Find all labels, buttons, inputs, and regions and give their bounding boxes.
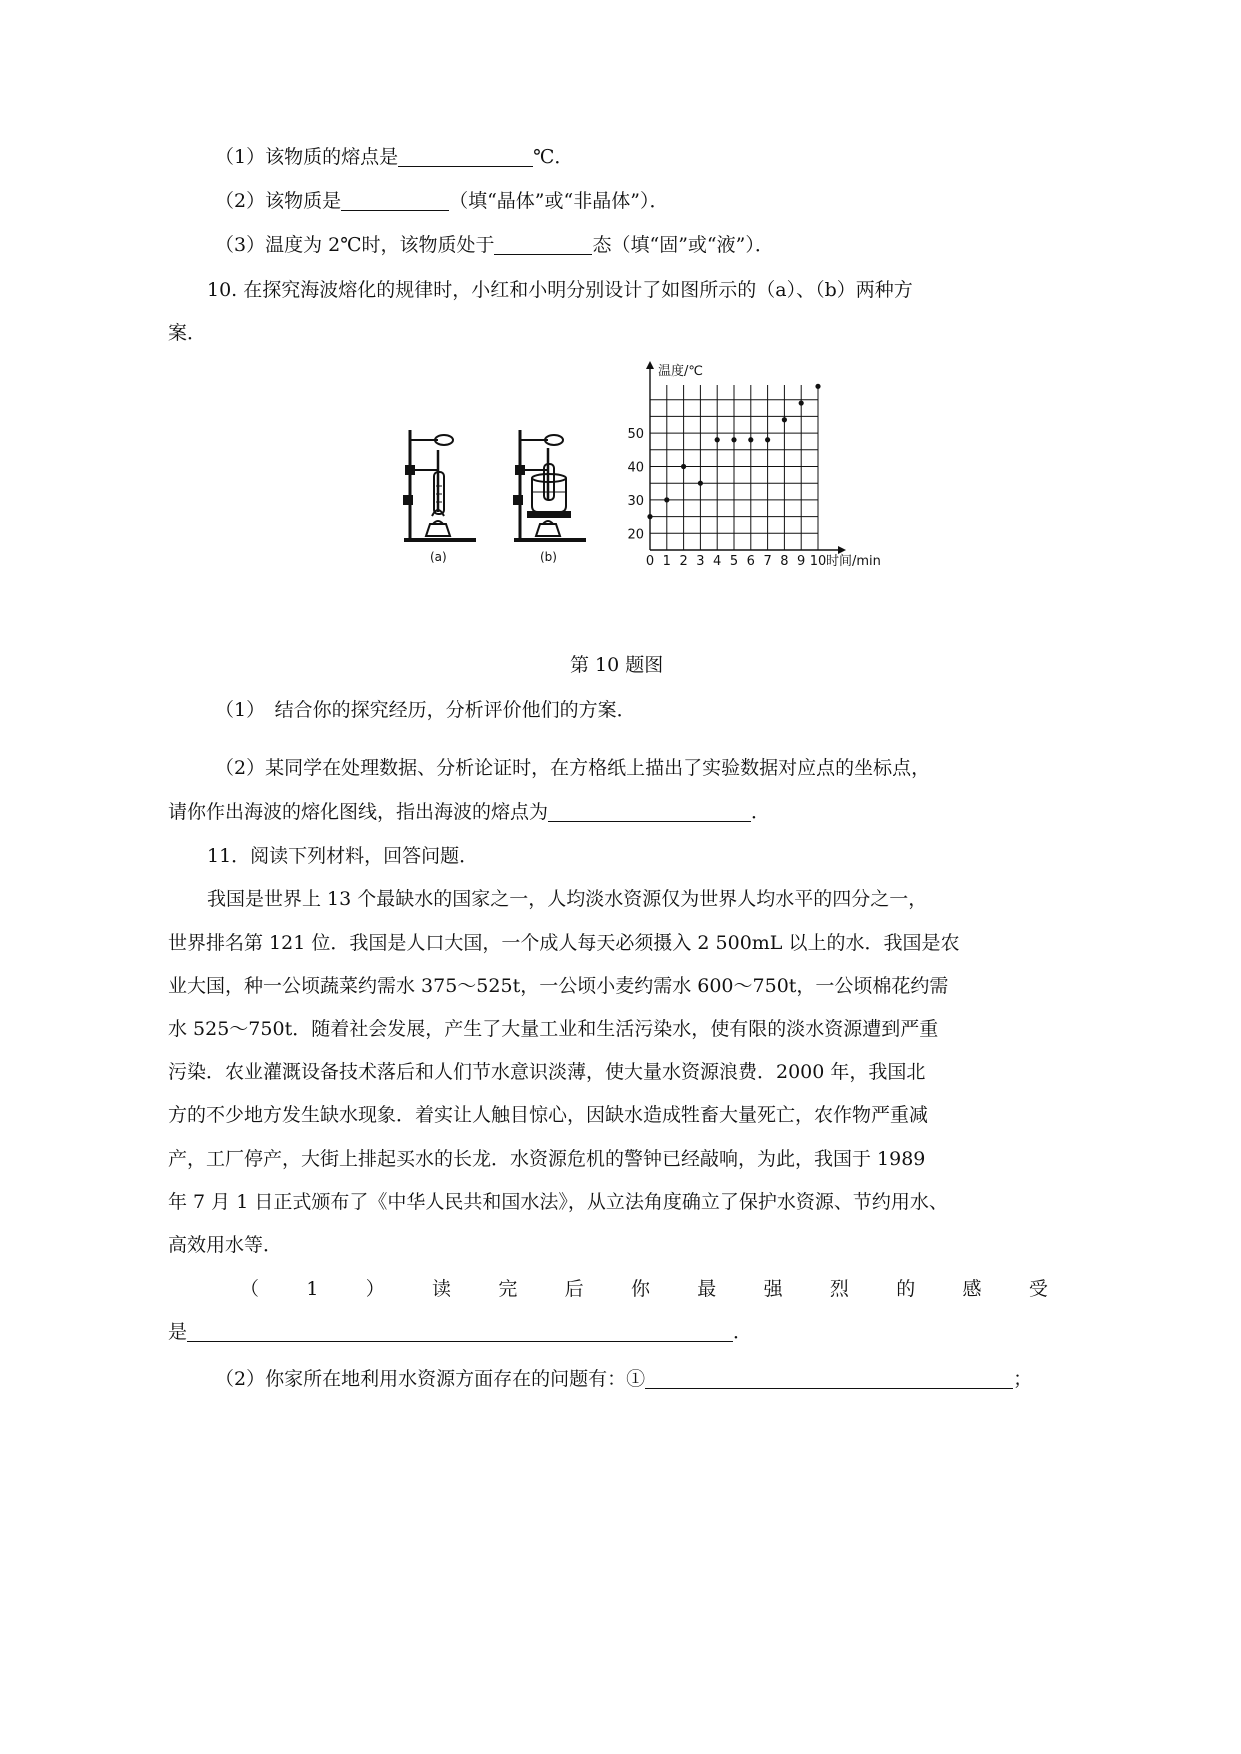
x-tick-label: 10 — [809, 554, 827, 569]
passage-line: 世界排名第 121 位．我国是人口大国，一个成人每天必须摄入 2 500mL 以上的水．我国是农 — [168, 932, 960, 954]
q9-sub3 — [215, 232, 774, 258]
apparatus-figure — [400, 420, 590, 570]
x-tick-label: 9 — [797, 554, 806, 569]
data-point — [748, 437, 753, 442]
q10-stem-line2: 案． — [168, 322, 207, 344]
q9-sub1-text: （1）该物质的熔点是 — [215, 146, 399, 168]
q10-stem-line1: 10. 在探究海波熔化的规律时，小红和小明分别设计了如图所示的（a）、（b）两种方 — [207, 279, 913, 301]
x-axis-label: 时间/min — [826, 554, 881, 569]
passage-line: 业大国，种一公顷蔬菜约需水 375～525t，一公顷小麦约需水 600～750t，一公顷棉花约需 — [168, 975, 949, 997]
q10-sub2-line2 — [168, 799, 770, 825]
q11-sub1-line2 — [168, 1319, 752, 1345]
q11-sub1-char: 最 — [697, 1278, 717, 1300]
q9-sub2-text: （2）该物质是 — [215, 190, 342, 212]
q11-sub1-char: （ — [240, 1278, 260, 1300]
q11-sub1-char: 完 — [498, 1278, 518, 1300]
apparatus-a — [404, 430, 476, 540]
q9-sub3-text: （3）温度为 2℃时，该物质处于 — [215, 234, 495, 256]
q10-sub2-line1: （2）某同学在处理数据、分析论证时，在方格纸上描出了实验数据对应点的坐标点， — [215, 757, 931, 779]
q10-sub2-end: ． — [751, 801, 771, 823]
q10-sub1: （1） 结合你的探究经历，分析评价他们的方案． — [215, 699, 636, 721]
q10-sub2-answer-blank[interactable] — [548, 800, 751, 822]
q11-sub1-end: ． — [733, 1321, 753, 1343]
apparatus-a-label: (a) — [430, 550, 447, 564]
q10-sub2-text: 请你作出海波的熔化图线，指出海波的熔点为 — [168, 801, 549, 823]
q11-sub2-end: ； — [1013, 1368, 1033, 1390]
y-tick-label: 40 — [627, 460, 644, 476]
data-point — [799, 400, 804, 405]
passage-line: 污染．农业灌溉设备技术落后和人们节水意识淡薄，使大量水资源浪费．2000 年，我国北 — [168, 1061, 926, 1083]
q11-sub1-char: 后 — [564, 1278, 584, 1300]
x-axis-arrow — [838, 546, 846, 554]
x-tick-label: 8 — [780, 554, 789, 569]
passage-line: 年 7 月 1 日正式颁布了《中华人民共和国水法》，从立法角度确立了保护水资源、节约用水、 — [168, 1191, 948, 1213]
y-tick-label: 30 — [627, 493, 644, 509]
q9-sub3-answer-blank[interactable] — [494, 233, 592, 255]
q9-sub3-tail: 态（填“固”或“液”）． — [592, 234, 774, 256]
apparatus-b-label: (b) — [540, 550, 557, 564]
x-tick-label: 7 — [763, 554, 772, 569]
passage-line: 我国是世界上 13 个最缺水的国家之一，人均淡水资源仅为世界人均水平的四分之一， — [207, 888, 928, 910]
q11-sub1-char: 受 — [1028, 1278, 1048, 1300]
data-point — [647, 514, 652, 519]
chart-grid — [650, 385, 818, 550]
x-tick-label: 5 — [729, 554, 739, 569]
q9-sub2-tail: （填“晶体”或“非晶体”）． — [449, 190, 669, 212]
data-point — [765, 437, 770, 442]
q11-sub1-char: 读 — [432, 1278, 452, 1300]
q11-sub1-char: ） — [365, 1278, 385, 1300]
q9-sub1-answer-blank[interactable] — [398, 145, 533, 167]
temperature-time-chart — [627, 355, 910, 575]
passage-line: 高效用水等． — [168, 1234, 283, 1256]
q11-sub2 — [215, 1366, 1032, 1392]
q9-sub1-unit: ℃． — [533, 146, 574, 168]
x-tick-label: 3 — [696, 554, 705, 569]
q9-sub1 — [215, 144, 573, 170]
q11-sub1-answer-blank[interactable] — [187, 1320, 733, 1342]
data-point — [815, 384, 820, 389]
q11-sub1-line1 — [240, 1276, 1048, 1302]
q11-sub1-char: 的 — [896, 1278, 916, 1300]
data-point — [731, 437, 736, 442]
chart-axes — [646, 361, 846, 554]
q11-sub1-char: 烈 — [829, 1278, 849, 1300]
x-tick-label: 0 — [645, 554, 655, 569]
x-tick-label: 6 — [746, 554, 755, 569]
q11-sub1-char: 感 — [962, 1278, 982, 1300]
q11-sub2-answer-blank[interactable] — [645, 1367, 1013, 1389]
q9-sub2 — [215, 188, 668, 214]
data-point — [681, 464, 686, 469]
y-axis-arrow — [646, 361, 654, 369]
q11-sub2-text: （2）你家所在地利用水资源方面存在的问题有：① — [215, 1368, 646, 1390]
passage-line: 方的不少地方发生缺水现象．着实让人触目惊心，因缺水造成牲畜大量死亡，农作物严重减 — [168, 1104, 929, 1126]
data-point — [698, 481, 703, 486]
x-tick-label: 2 — [679, 554, 688, 569]
x-tick-label: 1 — [662, 554, 671, 569]
y-tick-label: 50 — [627, 427, 644, 443]
q11-sub1-char: 1 — [306, 1278, 319, 1300]
q11-sub1-char: 强 — [763, 1278, 783, 1300]
data-point — [664, 497, 669, 502]
y-axis-label: 温度/℃ — [658, 364, 703, 379]
q9-sub2-answer-blank[interactable] — [341, 189, 449, 211]
data-point — [715, 437, 720, 442]
q11-sub1-char: 你 — [630, 1278, 650, 1300]
q11-stem: 11．阅读下列材料，回答问题． — [207, 845, 479, 867]
x-tick-label: 4 — [713, 554, 722, 569]
data-point — [782, 417, 787, 422]
figure-caption: 第 10 题图 — [570, 654, 664, 676]
apparatus-b — [514, 430, 586, 540]
passage-line: 产，工厂停产，大街上排起买水的长龙．水资源危机的警钟已经敲响，为此，我国于 1989 — [168, 1148, 926, 1170]
q11-sub1-prefix: 是 — [168, 1321, 188, 1343]
y-tick-label: 20 — [627, 527, 644, 543]
passage-line: 水 525～750t．随着社会发展，产生了大量工业和生活污染水，使有限的淡水资源遭到严重 — [168, 1018, 939, 1040]
